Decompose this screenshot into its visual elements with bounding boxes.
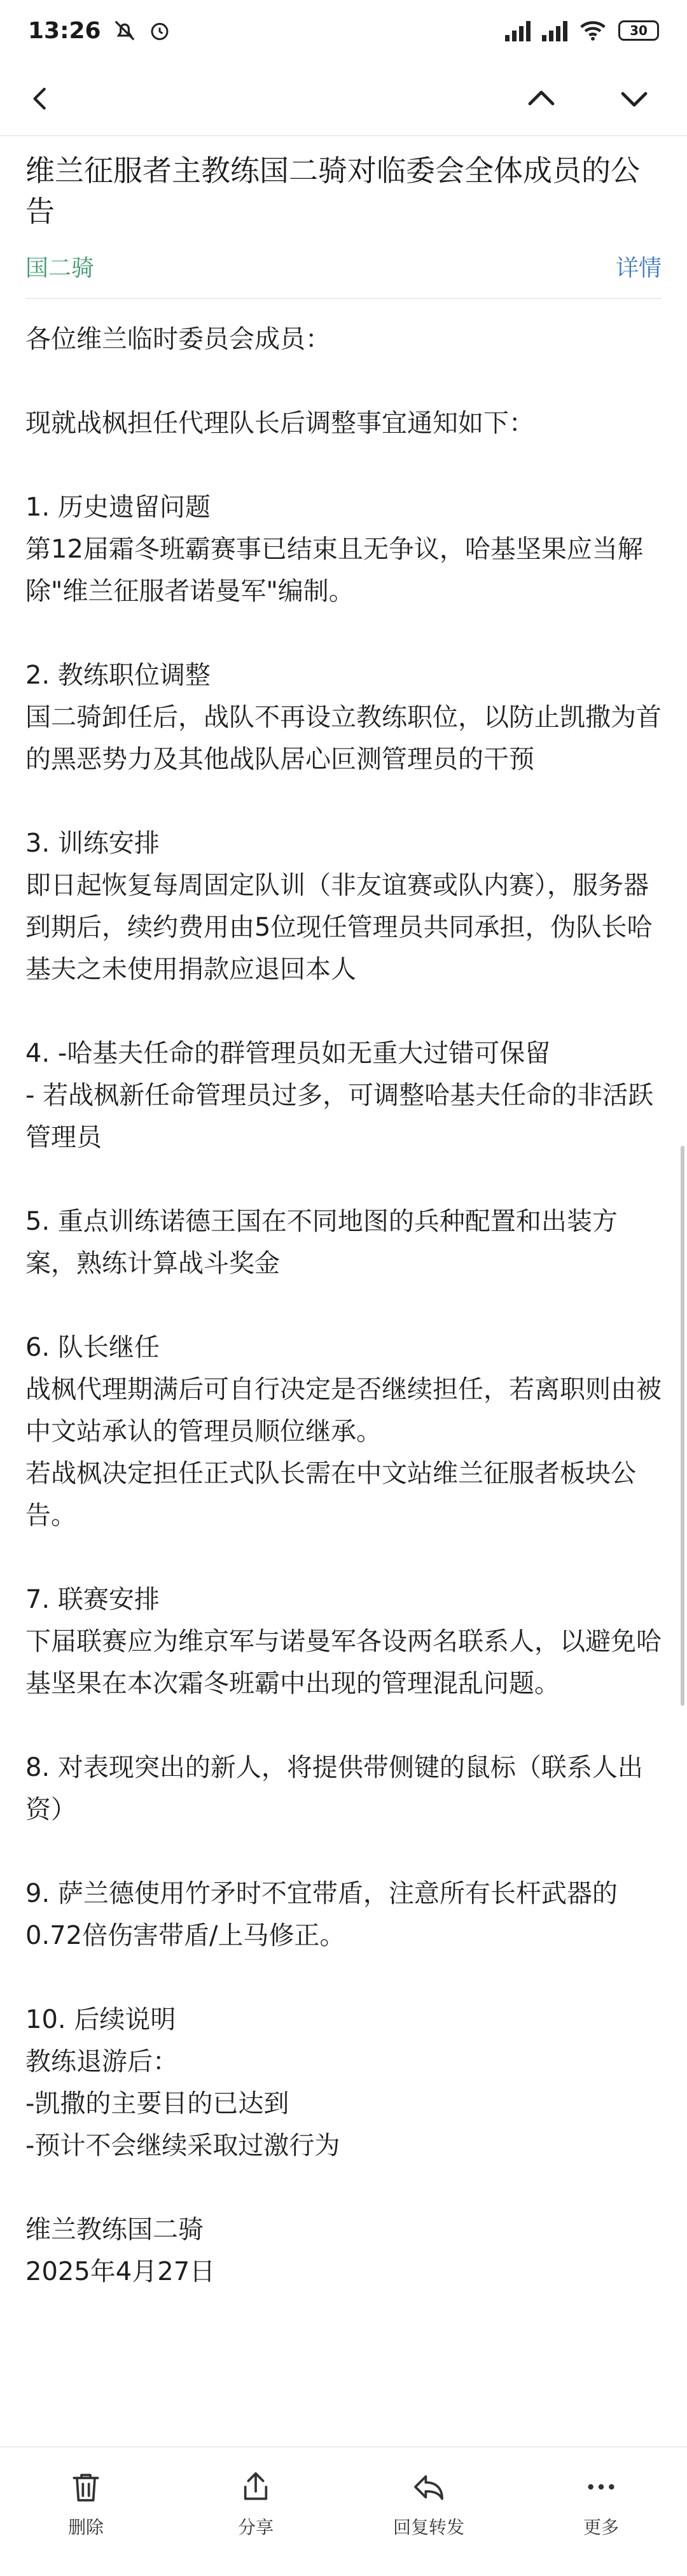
- trash-icon: [68, 2469, 104, 2505]
- body-line: 即日起恢复每周固定队训（非友谊赛或队内赛），服务器到期后，续约费用由5位现任管理员共同承担，伪队长哈基夫之未使用捐款应退回本人: [25, 871, 653, 984]
- body-line: - 若战枫新任命管理员过多，可调整哈基夫任命的非活跃管理员: [25, 1081, 654, 1152]
- body-line: 8. 对表现突出的新人，将提供带侧键的鼠标（联系人出资）: [25, 1753, 643, 1824]
- email-body: [25, 318, 662, 2293]
- share-icon: [238, 2469, 274, 2505]
- body-line: 4. -哈基夫任命的群管理员如无重大过错可保留: [25, 1039, 551, 1068]
- body-line: 7. 联赛安排: [25, 1585, 160, 1614]
- previous-email-button[interactable]: [519, 76, 564, 121]
- paragraph-gap: [25, 1957, 662, 1999]
- body-line: 战枫代理期满后可自行决定是否继续担任，若离职则由被中文站承认的管理员顺位继承。: [25, 1375, 662, 1446]
- body-line: 各位维兰临时委员会成员：: [25, 325, 331, 354]
- paragraph-gap: [25, 360, 662, 402]
- back-button[interactable]: [18, 76, 62, 121]
- reply-icon: [411, 2469, 447, 2505]
- body-line: 国二骑卸任后，战队不再设立教练职位，以防止凯撒为首的黑恶势力及其他战队居心叵测管理员的干预: [25, 703, 662, 774]
- reply-forward-button[interactable]: [365, 2469, 492, 2539]
- paragraph-gap: [25, 1158, 662, 1200]
- alarm-clock-icon: [148, 19, 171, 42]
- next-email-button[interactable]: [612, 76, 656, 121]
- reply-label: 回复转发: [392, 2517, 464, 2538]
- body-line: 2. 教练职位调整: [25, 661, 211, 690]
- battery-icon: [618, 20, 659, 41]
- status-right: [505, 20, 659, 41]
- header-divider: [25, 298, 662, 299]
- chevron-up-icon: [526, 83, 557, 114]
- mute-bell-icon: [113, 18, 137, 43]
- body-line: 6. 队长继任: [25, 1333, 160, 1362]
- share-button[interactable]: [192, 2469, 319, 2539]
- battery-level: 30: [630, 23, 648, 38]
- signal-icon: [542, 20, 567, 41]
- paragraph-gap: [25, 1537, 662, 1579]
- signal-icon: [505, 20, 531, 41]
- sender-name[interactable]: 国二骑: [25, 255, 95, 281]
- body-line: 维兰教练国二骑: [25, 2215, 204, 2244]
- status-time: 13:26: [28, 17, 101, 44]
- body-line: 3. 训练安排: [25, 829, 160, 858]
- more-label: 更多: [583, 2517, 619, 2538]
- delete-button[interactable]: [22, 2469, 149, 2539]
- paragraph-gap: [25, 2167, 662, 2209]
- details-link[interactable]: 详情: [615, 255, 662, 281]
- paragraph-gap: [25, 612, 662, 654]
- body-line: 教练退游后：: [25, 2047, 178, 2076]
- bottom-toolbar: [0, 2446, 687, 2576]
- body-line: 10. 后续说明: [25, 2005, 176, 2034]
- email-subject: 维兰征服者主教练国二骑对临委会全体成员的公告: [25, 153, 640, 229]
- body-line: 1. 历史遗留问题: [25, 493, 211, 522]
- status-left: [28, 18, 171, 44]
- body-line: 现就战枫担任代理队长后调整事宜通知如下：: [25, 409, 534, 438]
- share-label: 分享: [237, 2517, 274, 2538]
- body-line: 若战枫决定担任正式队长需在中文站维兰征服者板块公告。: [25, 1459, 636, 1530]
- body-line: 5. 重点训练诺德王国在不同地图的兵种配置和出装方案，熟练计算战斗奖金: [25, 1207, 618, 1278]
- paragraph-gap: [25, 1284, 662, 1327]
- paragraph-gap: [25, 780, 662, 822]
- paragraph-gap: [25, 1705, 662, 1747]
- scrollbar[interactable]: [681, 1146, 684, 1706]
- more-dots-icon: [583, 2469, 619, 2505]
- more-button[interactable]: [538, 2469, 665, 2539]
- paragraph-gap: [25, 990, 662, 1032]
- body-line: -预计不会继续采取过激行为: [25, 2131, 340, 2160]
- body-line: -凯撒的主要目的已达到: [25, 2089, 289, 2118]
- body-line: 第12届霜冬班霸赛事已结束且无争议，哈基坚果应当解除"维兰征服者诺曼军"编制。: [25, 535, 643, 606]
- wifi-icon: [579, 20, 607, 41]
- nav-bar: [0, 61, 687, 136]
- paragraph-gap: [25, 1831, 662, 1873]
- email-meta-row: [25, 247, 662, 285]
- chevron-down-icon: [619, 83, 649, 114]
- body-line: 下届联赛应为维京军与诺曼军各设两名联系人，以避免哈基坚果在本次霜冬班霸中出现的管理混乱问题。: [25, 1627, 662, 1698]
- body-line: 2025年4月27日: [25, 2257, 216, 2286]
- status-bar: [0, 0, 687, 61]
- chevron-left-icon: [27, 86, 53, 111]
- paragraph-gap: [25, 444, 662, 486]
- delete-label: 删除: [67, 2517, 104, 2538]
- body-line: 9. 萨兰德使用竹矛时不宜带盾，注意所有长杆武器的0.72倍伤害带盾/上马修正。: [25, 1879, 618, 1950]
